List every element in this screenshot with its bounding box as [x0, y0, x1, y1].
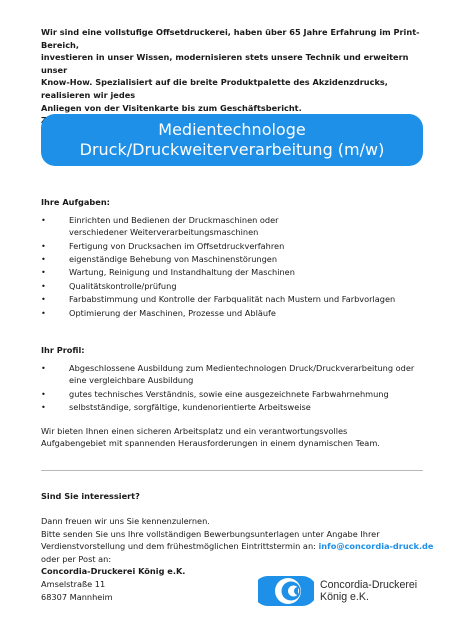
closing-line: oder per Post an: — [41, 553, 112, 564]
list-item: • selbstständige, sorgfältige, kundenorientierte Arbeitsweise — [41, 401, 311, 412]
bullet-icon: • — [41, 388, 46, 399]
closing-heading: Sind Sie interessiert? — [41, 491, 140, 501]
list-item: • Optimierung der Maschinen, Prozesse und Abläufe — [41, 307, 276, 318]
job-title-banner — [41, 114, 423, 166]
intro-text — [41, 26, 421, 127]
tasks-heading: Ihre Aufgaben: — [41, 197, 110, 207]
list-item: • gutes technisches Verständnis, sowie eine ausgezeichnete Farbwahrnehmung — [41, 388, 389, 399]
bullet-icon: • — [41, 253, 46, 264]
city-address: 68307 Mannheim — [41, 591, 113, 602]
list-item: • Wartung, Reinigung und Instandhaltung der Maschinen — [41, 267, 295, 278]
intro-line: Know-How. Spezialisiert auf die breite Produktpalette des Akzidenzdrucks, realisieren wir jedes — [41, 77, 388, 100]
list-item: • Farbabstimmung und Kontrolle der Farbqualität nach Mustern und Farbvorlagen — [41, 294, 396, 305]
tasks-list — [41, 214, 426, 320]
closing-line: Verdienstvorstellung und dem frühestmöglichen Eintrittstermin an: info@concordia-druck.de — [41, 541, 434, 552]
company-name: Concordia-Druckerei König e.K. — [41, 566, 186, 577]
list-item: • Qualitätskontrolle/prüfung — [41, 280, 177, 291]
concordia-logo-icon — [258, 572, 314, 610]
divider — [41, 470, 423, 471]
bullet-icon: • — [41, 267, 46, 278]
intro-line: Wir sind eine vollstufige Offsetdruckerei, haben über 65 Jahre Erfahrung im Print-Bereich, — [41, 27, 420, 50]
bullet-icon: • — [41, 307, 46, 318]
intro-line: investieren in unser Wissen, modernisieren stets unsere Technik und erweitern unser — [41, 52, 409, 75]
list-item: • eigenständige Behebung von Maschinenstörungen — [41, 253, 278, 264]
intro-line: Anliegen von der Visitenkarte bis zum Geschäftsbericht. — [41, 102, 302, 113]
street-address: Amselstraße 11 — [41, 578, 106, 589]
bullet-icon: • — [41, 215, 46, 225]
job-subtitle: Druck/Druckweiterverarbeitung (m/w) — [79, 140, 385, 159]
list-item: • Abgeschlossene Ausbildung zum Medientechnologen Druck/Druckverarbeitung oder eine vergleichbare Ausbildung — [41, 363, 415, 386]
closing-line: Dann freuen wir uns Sie kennenzulernen. — [41, 516, 210, 526]
logo-text: Concordia-Druckerei König e.K. — [320, 578, 418, 603]
list-item: • Einrichten und Bedienen der Druckmaschinen oder verschiedener Weiterverarbeitungsmaschinen — [41, 215, 279, 238]
list-item: • Fertigung von Drucksachen im Offsetdruckverfahren — [41, 240, 285, 251]
email-link[interactable]: info@concordia-druck.de — [318, 541, 434, 552]
bullet-icon: • — [41, 280, 46, 291]
profile-heading: Ihr Profil: — [41, 345, 85, 355]
bullet-icon: • — [41, 363, 46, 373]
company-logo — [258, 572, 428, 610]
profile-list — [41, 362, 426, 414]
bullet-icon: • — [41, 240, 46, 251]
closing-line: Bitte senden Sie uns Ihre vollständigen Bewerbungsunterlagen unter Angabe Ihrer — [41, 528, 380, 539]
bullet-icon: • — [41, 401, 46, 412]
offer-text: Wir bieten Ihnen einen sicheren Arbeitsplatz und ein verantwortungsvolles Aufgabengebiet mit spannenden Herausforderungen in einem dynamischen Team. — [41, 426, 380, 449]
job-title: Medientechnologe — [158, 120, 306, 139]
bullet-icon: • — [41, 294, 46, 305]
